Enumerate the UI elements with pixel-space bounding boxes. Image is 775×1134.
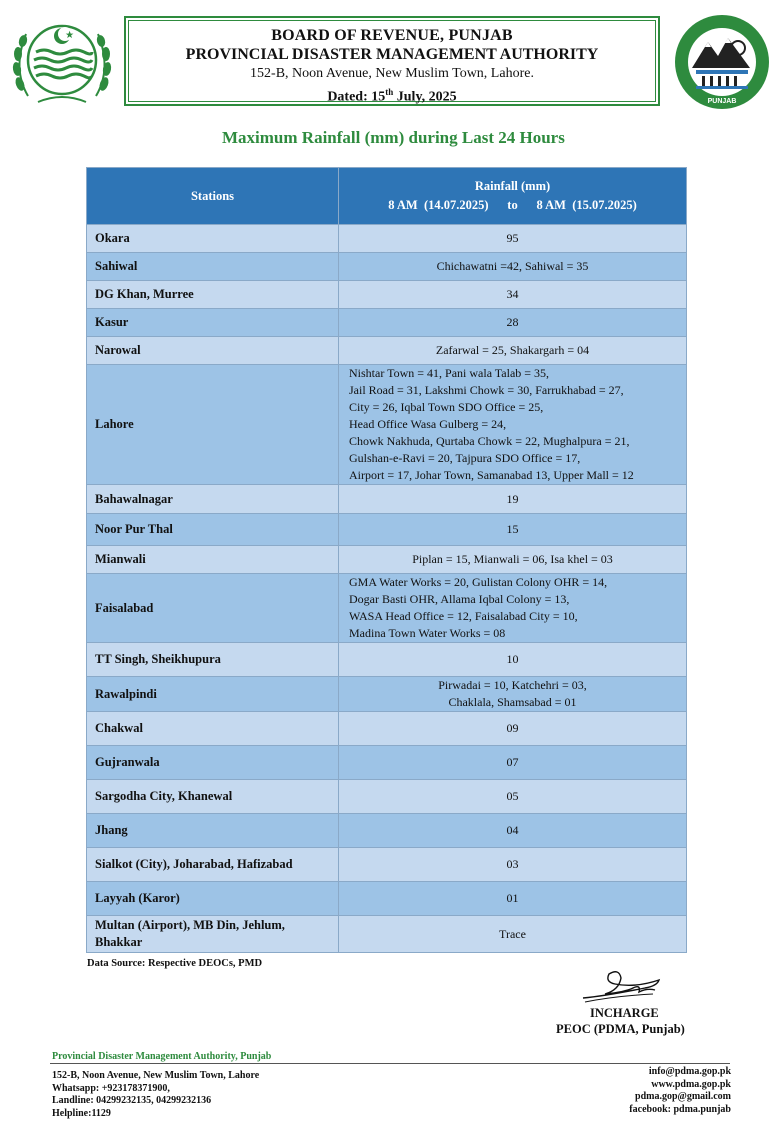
rainfall-line: Piplan = 15, Mianwali = 06, Isa khel = 03 — [412, 552, 613, 566]
table-row — [87, 514, 687, 546]
station-name: TT Singh, Sheikhupura — [87, 643, 339, 677]
station-name: Narowal — [87, 337, 339, 365]
rainfall-value — [339, 780, 687, 814]
table-row — [87, 882, 687, 916]
footer-gmail[interactable]: pdma.gop@gmail.com — [635, 1091, 731, 1102]
rainfall-line: 95 — [506, 231, 519, 245]
rainfall-line: 09 — [506, 721, 519, 735]
table-row — [87, 780, 687, 814]
footer-whatsapp: Whatsapp: +923178371900, — [52, 1082, 170, 1094]
rainfall-line: 05 — [506, 789, 519, 803]
footer-facebook[interactable]: facebook: pdma.punjab — [629, 1103, 731, 1115]
table-row — [87, 848, 687, 882]
logo-text: PUNJAB — [707, 98, 737, 105]
rainfall-line: Chowk Nakhuda, Qurtaba Chowk = 22, Mughalpura = 21, — [349, 434, 630, 448]
letterhead-box — [124, 16, 660, 106]
station-name: Jhang — [87, 814, 339, 848]
rainfall-value — [339, 814, 687, 848]
rainfall-value — [339, 485, 687, 514]
rainfall-value — [339, 281, 687, 309]
table-row — [87, 746, 687, 780]
footer-org: Provincial Disaster Management Authority, Punjab — [52, 1051, 272, 1062]
rainfall-value — [339, 712, 687, 746]
signatory-title: INCHARGE — [590, 1006, 659, 1020]
footer-address: 152-B, Noon Avenue, New Muslim Town, Lahore — [52, 1070, 260, 1081]
station-name: DG Khan, Murree — [87, 281, 339, 309]
rainfall-line: Trace — [499, 926, 526, 941]
rainfall-value — [339, 225, 687, 253]
rainfall-value — [339, 253, 687, 281]
station-name: Chakwal — [87, 712, 339, 746]
table-row — [87, 712, 687, 746]
station-name: Gujranwala — [87, 746, 339, 780]
board-title: BOARD OF REVENUE, PUNJAB — [271, 27, 513, 44]
table-row — [87, 814, 687, 848]
rainfall-line: Gulshan-e-Ravi = 20, Tajpura SDO Office = 17, — [349, 451, 581, 465]
station-name: Kasur — [87, 309, 339, 337]
rainfall-line: WASA Head Office = 12, Faisalabad City = 10, — [349, 609, 578, 623]
station-name: Lahore — [87, 365, 339, 485]
footer-contact-left — [52, 1070, 259, 1120]
station-name: Faisalabad — [87, 574, 339, 643]
station-name: Layyah (Karor) — [87, 882, 339, 916]
rainfall-line: Chichawatni =42, Sahiwal = 35 — [436, 259, 589, 273]
station-name: Bahawalnagar — [87, 485, 339, 514]
rainfall-line: Head Office Wasa Gulberg = 24, — [349, 417, 507, 431]
rainfall-line: 10 — [506, 652, 519, 666]
rainfall-value — [339, 746, 687, 780]
rainfall-line: 28 — [506, 315, 519, 329]
stations-header: Stations — [87, 168, 339, 225]
rainfall-line: 04 — [506, 823, 519, 837]
document-date: Dated: 15th July, 2025 — [327, 87, 457, 105]
station-name: Sahiwal — [87, 253, 339, 281]
report-title: Maximum Rainfall (mm) during Last 24 Hours — [222, 128, 565, 147]
rainfall-value — [339, 546, 687, 574]
rainfall-line: Airport = 17, Johar Town, Samanabad 13, Upper Mall = 12 — [349, 468, 634, 482]
rainfall-line: 15 — [506, 522, 519, 536]
footer-helpline: Helpline:1129 — [52, 1107, 111, 1119]
rainfall-line: Pirwadai = 10, Katchehri = 03, — [438, 678, 587, 692]
rainfall-header-period: 8 AM (14.07.2025) to 8 AM (15.07.2025) — [388, 198, 637, 212]
footer-landline: Landline: 04299232135, 04299232136 — [52, 1095, 212, 1106]
station-name: Noor Pur Thal — [87, 514, 339, 546]
table-row — [87, 677, 687, 712]
rainfall-table — [86, 167, 687, 953]
rainfall-line: Jail Road = 31, Lakshmi Chowk = 30, Farrukhabad = 27, — [349, 383, 624, 397]
rainfall-value — [339, 309, 687, 337]
table-row — [87, 337, 687, 365]
rainfall-value — [339, 365, 687, 485]
rainfall-value — [339, 677, 687, 712]
rainfall-line: 34 — [506, 287, 519, 301]
punjab-government-logo — [8, 14, 116, 110]
table-row — [87, 485, 687, 514]
table-row — [87, 225, 687, 253]
station-name: Sargodha City, Khanewal — [87, 780, 339, 814]
footer-divider — [50, 1063, 730, 1064]
table-row — [87, 643, 687, 677]
rainfall-line: Zafarwal = 25, Shakargarh = 04 — [435, 343, 590, 357]
signature — [575, 966, 665, 1006]
station-name: Mianwali — [87, 546, 339, 574]
table-row — [87, 365, 687, 485]
table-row — [87, 916, 687, 953]
rainfall-value — [339, 882, 687, 916]
rainfall-line: Dogar Basti OHR, Allama Iqbal Colony = 13, — [349, 592, 570, 606]
footer-website[interactable]: www.pdma.gop.pk — [651, 1078, 731, 1090]
rainfall-value — [339, 848, 687, 882]
footer-email[interactable]: info@pdma.gop.pk — [648, 1066, 731, 1077]
rainfall-line: Madina Town Water Works = 08 — [349, 626, 506, 640]
footer-contact-right — [629, 1066, 731, 1116]
station-name: Sialkot (City), Joharabad, Hafizabad — [87, 848, 339, 882]
table-row — [87, 281, 687, 309]
table-row — [87, 309, 687, 337]
rainfall-line: City = 26, Iqbal Town SDO Office = 25, — [349, 400, 544, 414]
rainfall-header — [339, 168, 687, 225]
table-row — [87, 253, 687, 281]
rainfall-value — [339, 514, 687, 546]
station-name: Okara — [87, 225, 339, 253]
rainfall-line: Nishtar Town = 41, Pani wala Talab = 35, — [349, 366, 550, 380]
pdma-punjab-logo — [672, 12, 772, 112]
rainfall-line: 01 — [506, 891, 519, 905]
header-address: 152-B, Noon Avenue, New Muslim Town, Lahore. — [250, 66, 534, 81]
rainfall-line: GMA Water Works = 20, Gulistan Colony OHR = 14, — [349, 575, 608, 589]
station-name: Rawalpindi — [87, 677, 339, 712]
rainfall-line: Chaklala, Shamsabad = 01 — [448, 695, 577, 709]
rainfall-line: 07 — [506, 755, 519, 769]
rainfall-value — [339, 643, 687, 677]
rainfall-line: 19 — [506, 491, 519, 506]
rainfall-line: 03 — [506, 857, 519, 871]
rainfall-header-title: Rainfall (mm) — [474, 179, 551, 193]
rainfall-value — [339, 337, 687, 365]
authority-title: PROVINCIAL DISASTER MANAGEMENT AUTHORITY — [185, 46, 599, 63]
table-row — [87, 574, 687, 643]
signatory-office: PEOC (PDMA, Punjab) — [556, 1022, 685, 1036]
data-source: Data Source: Respective DEOCs, PMD — [87, 958, 263, 969]
station-name: Multan (Airport), MB Din, Jehlum, Bhakkar — [87, 916, 339, 953]
rainfall-value — [339, 574, 687, 643]
rainfall-value — [339, 916, 687, 953]
table-row — [87, 546, 687, 574]
